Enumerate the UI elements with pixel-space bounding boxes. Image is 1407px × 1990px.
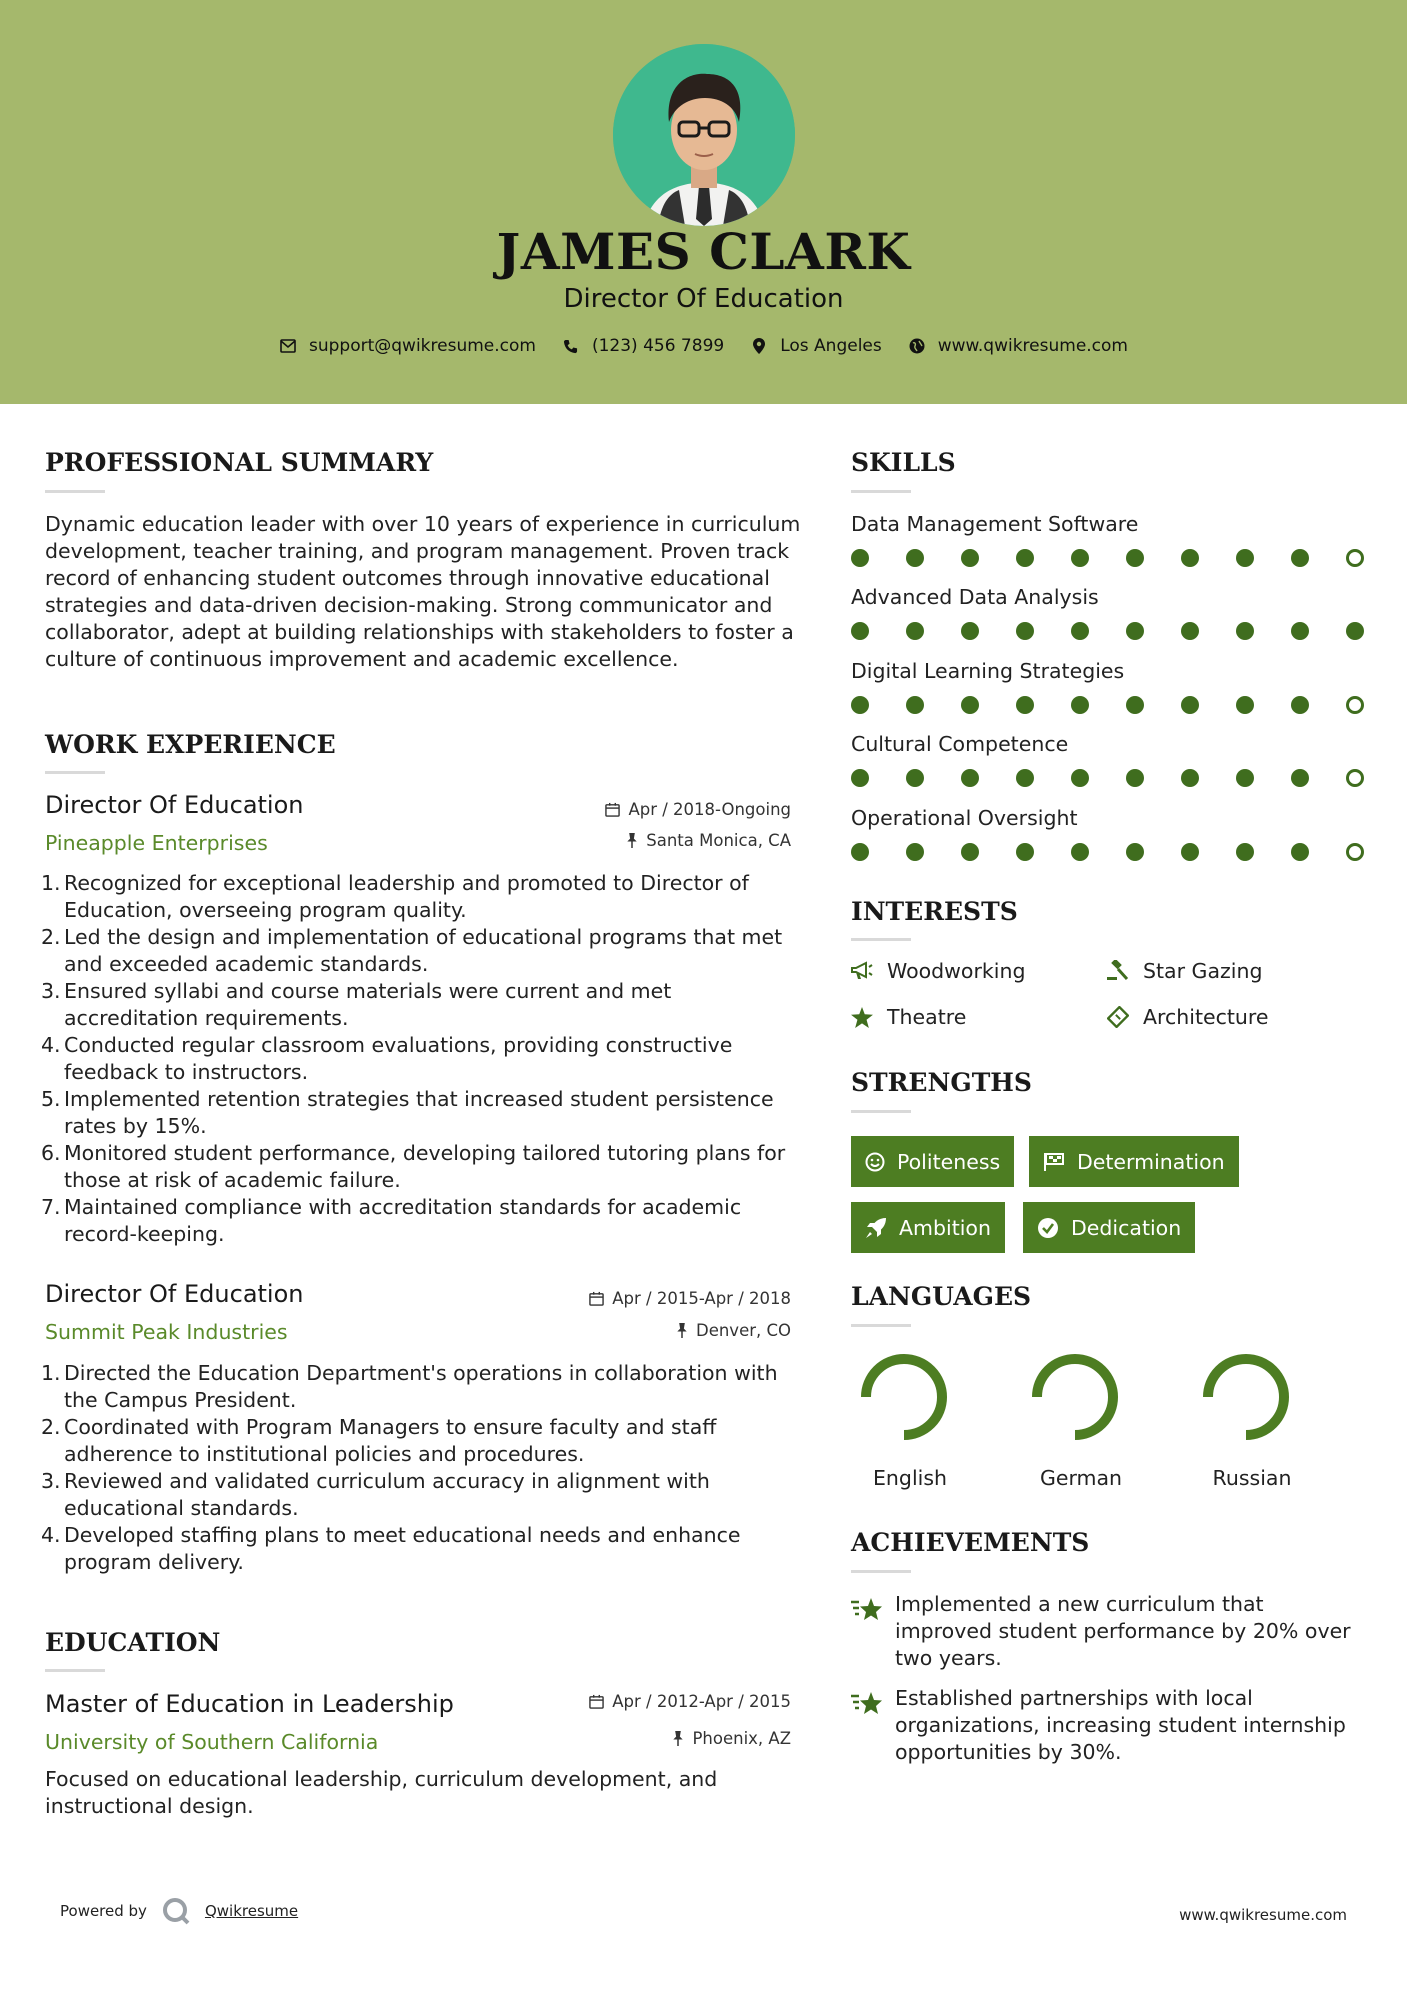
list-item: 2. Coordinated with Program Managers to ensure faculty and staff adherence to institutional policies and procedures. <box>41 1415 717 1466</box>
rating-dot-filled <box>906 622 924 640</box>
language-ring <box>859 1352 949 1442</box>
rating-dot-empty <box>1346 696 1364 714</box>
rating-dot-filled <box>1346 622 1364 640</box>
job-2-dates <box>520 1289 791 1308</box>
rating-dot-filled <box>1236 549 1254 567</box>
rating-dot-filled <box>1181 622 1199 640</box>
rating-dot-filled <box>1016 549 1034 567</box>
rating-dot-filled <box>851 696 869 714</box>
job-2-location-text: Denver, CO <box>695 1321 791 1340</box>
rating-dot-filled <box>1016 696 1034 714</box>
rating-dot-filled <box>1291 549 1309 567</box>
rating-dot-filled <box>1071 769 1089 787</box>
skill-name: Advanced Data Analysis <box>851 585 1099 609</box>
education-location <box>520 1729 791 1748</box>
achievement-item: Implemented a new curriculum that improved student performance by 20% over two years. <box>895 1592 1351 1670</box>
phone-text: (123) 456 7899 <box>591 336 725 356</box>
location-text: Los Angeles <box>780 336 882 356</box>
rating-dot-filled <box>1181 549 1199 567</box>
rating-dot-filled <box>1291 622 1309 640</box>
powered-by-label: Powered by <box>60 1902 147 1920</box>
list-item: 4. Developed staffing plans to meet educational needs and enhance program delivery. <box>41 1523 741 1574</box>
rating-dot-filled <box>1236 769 1254 787</box>
list-item: 3. Ensured syllabi and course materials were current and met accreditation requirements. <box>41 979 672 1030</box>
rating-dot-filled <box>1071 696 1089 714</box>
achievements-heading: ACHIEVEMENTS <box>851 1528 1090 1557</box>
education-location-text: Phoenix, AZ <box>692 1729 791 1748</box>
skill-rating <box>851 843 1401 861</box>
rating-dot-filled <box>1291 696 1309 714</box>
contact-bar <box>0 336 1407 356</box>
education-degree: Master of Education in Leadership <box>45 1690 454 1718</box>
list-item: 2. Led the design and implementation of educational programs that met and exceeded academic standards. <box>41 925 783 976</box>
language-level-arc <box>1208 1359 1284 1435</box>
education-dates <box>520 1692 791 1711</box>
list-item: 1. Recognized for exceptional leadership and promoted to Director of Education, overseeing program quality. <box>41 871 749 922</box>
education-school: University of Southern California <box>45 1730 379 1754</box>
qwikresume-link[interactable]: Qwikresume <box>204 1902 299 1920</box>
contact-location <box>750 336 882 356</box>
rating-dot-filled <box>961 843 979 861</box>
rating-dot-filled <box>1126 549 1144 567</box>
rating-dot-filled <box>1126 843 1144 861</box>
strengths-rule <box>851 1110 911 1113</box>
email-text: support@qwikresume.com <box>309 336 536 356</box>
phone-icon <box>562 337 580 355</box>
skill-rating <box>851 549 1401 567</box>
education-heading: EDUCATION <box>45 1628 221 1657</box>
check-circle-icon <box>1037 1217 1059 1239</box>
education-description: Focused on educational leadership, curriculum development, and instructional design. <box>45 1767 718 1818</box>
interests-rule <box>851 938 911 941</box>
rating-dot-filled <box>1291 769 1309 787</box>
calendar-icon <box>589 1694 604 1709</box>
skill-rating <box>851 769 1401 787</box>
job-1-location-text: Santa Monica, CA <box>646 831 791 850</box>
website-text: www.qwikresume.com <box>937 336 1128 356</box>
strength-badge: Politeness <box>851 1136 1014 1187</box>
footer-website[interactable]: www.qwikresume.com <box>1179 1906 1347 1924</box>
profile-photo <box>613 44 795 226</box>
bullhorn-icon <box>851 961 873 981</box>
map-pin-icon <box>750 337 768 355</box>
rating-dot-filled <box>906 549 924 567</box>
job-2-dates-text: Apr / 2015-Apr / 2018 <box>612 1289 791 1308</box>
gavel-icon <box>1107 960 1129 982</box>
rating-dot-filled <box>851 549 869 567</box>
education-rule <box>45 1669 105 1672</box>
interest-item: Woodworking <box>851 959 1025 983</box>
rating-dot-filled <box>961 622 979 640</box>
rating-dot-filled <box>1016 622 1034 640</box>
calendar-icon <box>605 802 620 817</box>
pushpin-icon <box>672 1731 684 1746</box>
list-item: 6. Monitored student performance, developing tailored tutoring plans for those at risk of academic failure. <box>41 1141 786 1192</box>
ticket-icon <box>1107 1006 1129 1028</box>
language-ring <box>1201 1352 1291 1442</box>
achievement-item: Established partnerships with local organizations, increasing student internship opportunities by 30%. <box>895 1686 1346 1764</box>
summary-rule <box>45 490 105 493</box>
rating-dot-filled <box>1236 622 1254 640</box>
achievements-rule <box>851 1570 911 1573</box>
pushpin-icon <box>676 1323 688 1338</box>
rating-dot-filled <box>906 696 924 714</box>
pushpin-icon <box>626 833 638 848</box>
achievement-star-icon <box>851 1690 883 1716</box>
language-level-arc <box>1037 1359 1113 1435</box>
rating-dot-filled <box>851 622 869 640</box>
candidate-name: JAMES CLARK <box>496 222 911 281</box>
languages-rule <box>851 1324 911 1327</box>
job-2-bullets <box>41 1360 805 1576</box>
skill-rating <box>851 696 1401 714</box>
rating-dot-filled <box>1236 843 1254 861</box>
languages-heading: LANGUAGES <box>851 1282 1032 1311</box>
interest-item: Architecture <box>1107 1005 1269 1029</box>
rating-dot-filled <box>1181 843 1199 861</box>
qwikresume-logo-icon <box>161 1896 191 1926</box>
rating-dot-filled <box>1126 769 1144 787</box>
list-item: 4. Conducted regular classroom evaluations, providing constructive feedback to instructors. <box>41 1033 733 1084</box>
rating-dot-filled <box>906 769 924 787</box>
skill-name: Operational Oversight <box>851 806 1078 830</box>
language-name: German <box>1039 1466 1123 1490</box>
rating-dot-filled <box>961 549 979 567</box>
rating-dot-filled <box>906 843 924 861</box>
flag-icon <box>1043 1152 1065 1172</box>
rating-dot-filled <box>851 769 869 787</box>
rating-dot-filled <box>1071 622 1089 640</box>
rating-dot-empty <box>1346 769 1364 787</box>
rating-dot-filled <box>1291 843 1309 861</box>
skill-rating <box>851 622 1401 640</box>
contact-email[interactable] <box>279 336 536 356</box>
job-1-location <box>520 831 791 850</box>
contact-phone[interactable] <box>562 336 724 356</box>
job-2-title: Director Of Education <box>45 1280 304 1308</box>
experience-heading: WORK EXPERIENCE <box>45 730 336 759</box>
summary-heading: PROFESSIONAL SUMMARY <box>45 448 434 477</box>
skills-heading: SKILLS <box>851 448 956 477</box>
rating-dot-filled <box>961 769 979 787</box>
job-1-dates <box>520 800 791 819</box>
job-1-title: Director Of Education <box>45 791 304 819</box>
job-2-company: Summit Peak Industries <box>45 1320 288 1344</box>
rating-dot-empty <box>1346 843 1364 861</box>
rating-dot-filled <box>1236 696 1254 714</box>
language-level-arc <box>866 1359 942 1435</box>
header-banner <box>0 0 1407 404</box>
rating-dot-filled <box>1016 769 1034 787</box>
star-icon <box>851 1007 873 1028</box>
contact-website[interactable] <box>908 336 1128 356</box>
skills-rule <box>851 490 911 493</box>
skill-name: Digital Learning Strategies <box>851 659 1125 683</box>
smile-icon <box>865 1152 885 1172</box>
rating-dot-filled <box>1181 769 1199 787</box>
rating-dot-filled <box>1126 622 1144 640</box>
envelope-icon <box>279 337 297 355</box>
job-2-location <box>520 1321 791 1340</box>
list-item: 1. Directed the Education Department's operations in collaboration with the Campus President. <box>41 1361 778 1412</box>
candidate-title: Director Of Education <box>563 284 844 314</box>
summary-text: Dynamic education leader with over 10 years of experience in curriculum development, teacher training, and program management. Proven track record of enhancing student outcomes through innovative educational strategies and data-driven decision-making. Strong communicator and collaborator, adept at building relationships with stakeholders to foster a culture of continuous improvement and academic excellence. <box>45 512 801 671</box>
language-name: English <box>872 1466 948 1490</box>
job-1-dates-text: Apr / 2018-Ongoing <box>628 800 791 819</box>
globe-icon <box>908 337 926 355</box>
rocket-icon <box>865 1217 887 1239</box>
rating-dot-filled <box>961 696 979 714</box>
rating-dot-empty <box>1346 549 1364 567</box>
list-item: 7. Maintained compliance with accreditation standards for academic record-keeping. <box>41 1195 742 1246</box>
calendar-icon <box>589 1291 604 1306</box>
rating-dot-filled <box>1071 843 1089 861</box>
list-item: 5. Implemented retention strategies that increased student persistence rates by 15%. <box>41 1087 774 1138</box>
interest-item: Star Gazing <box>1107 959 1262 983</box>
rating-dot-filled <box>1071 549 1089 567</box>
rating-dot-filled <box>1181 696 1199 714</box>
footer-powered-by <box>60 1896 298 1926</box>
strength-badge: Determination <box>1029 1136 1239 1187</box>
rating-dot-filled <box>1126 696 1144 714</box>
rating-dot-filled <box>1016 843 1034 861</box>
achievement-star-icon <box>851 1596 883 1622</box>
list-item: 3. Reviewed and validated curriculum accuracy in alignment with educational standards. <box>41 1469 710 1520</box>
strength-badge: Dedication <box>1023 1202 1195 1253</box>
skill-name: Cultural Competence <box>851 732 1069 756</box>
skill-name: Data Management Software <box>851 512 1139 536</box>
language-ring <box>1030 1352 1120 1442</box>
job-1-bullets <box>41 870 805 1248</box>
strengths-heading: STRENGTHS <box>851 1068 1032 1097</box>
strength-badge: Ambition <box>851 1202 1005 1253</box>
education-dates-text: Apr / 2012-Apr / 2015 <box>612 1692 791 1711</box>
interests-heading: INTERESTS <box>851 897 1018 926</box>
rating-dot-filled <box>851 843 869 861</box>
experience-rule <box>45 771 105 774</box>
language-name: Russian <box>1212 1466 1292 1490</box>
job-1-company: Pineapple Enterprises <box>45 831 268 855</box>
interest-item: Theatre <box>851 1005 966 1029</box>
